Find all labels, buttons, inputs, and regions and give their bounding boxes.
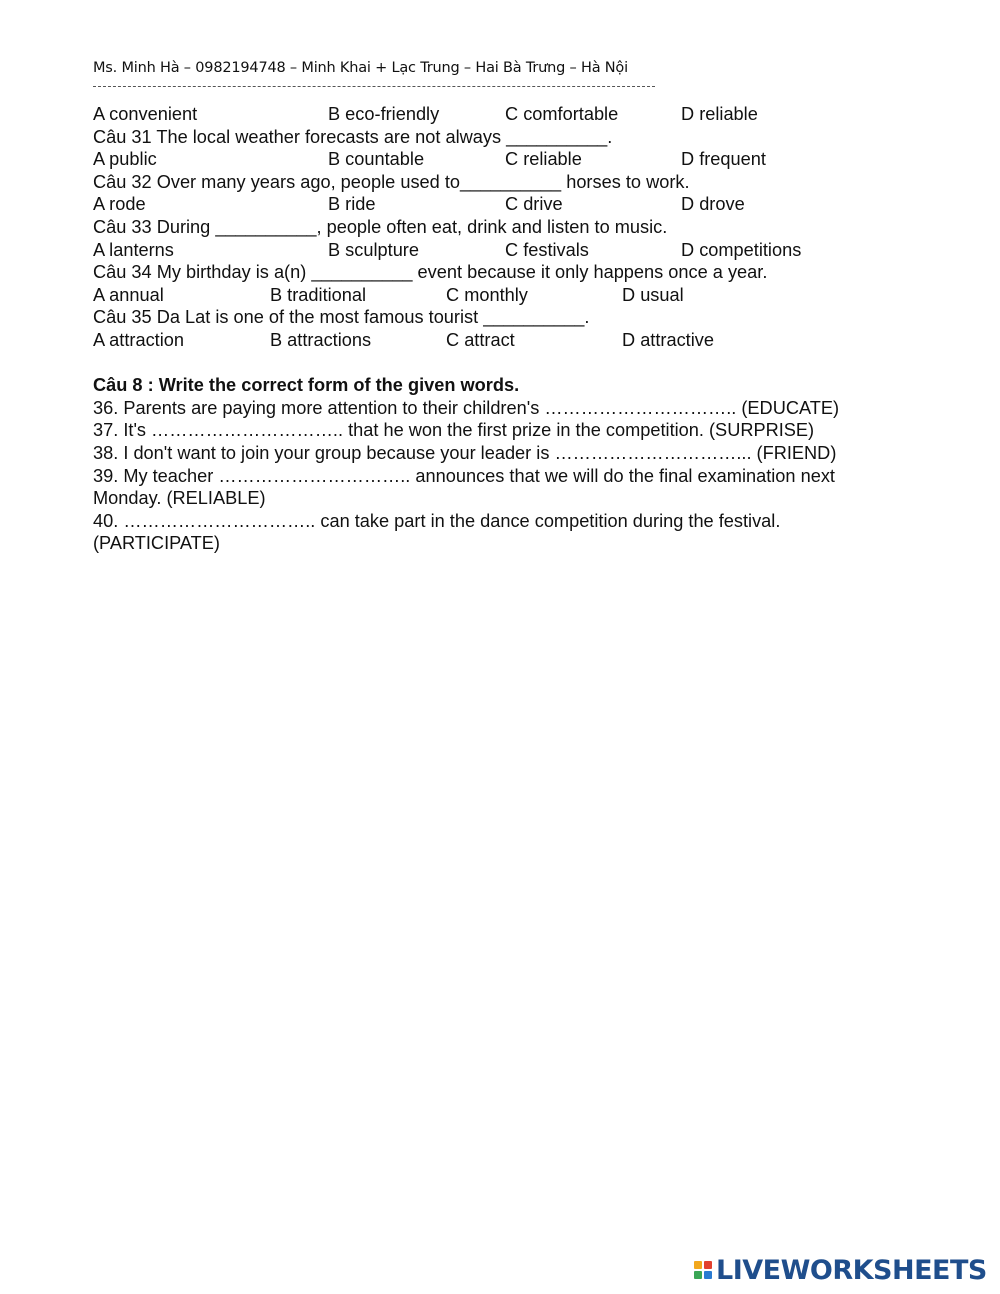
option-a: A convenient — [93, 104, 198, 124]
question-31: Câu 31 The local weather forecasts are not always __________. — [93, 126, 613, 147]
question-39-line-2: Monday. (RELIABLE) — [93, 488, 266, 509]
section-spacer — [93, 352, 933, 375]
logo-text: LIVEWORKSHEETS — [716, 1254, 987, 1286]
option-a: A lanterns — [93, 239, 174, 260]
q31-options — [93, 148, 933, 171]
option-b: B countable — [328, 149, 425, 170]
page-header: Ms. Minh Hà – 0982194748 – Minh Khai + Lạc Trung – Hai Bà Trưng – Hà Nội — [93, 60, 628, 76]
option-c: C drive — [505, 194, 563, 215]
question-36: 36. Parents are paying more attention to their children's ………………………….. (EDUCATE) — [93, 397, 840, 418]
logo-block — [704, 1271, 712, 1279]
q35-options — [93, 329, 933, 352]
option-d: D reliable — [681, 104, 758, 124]
option-b: B attractions — [270, 329, 372, 350]
question-35: Câu 35 Da Lat is one of the most famous tourist __________. — [93, 307, 590, 328]
option-c: C festivals — [505, 239, 589, 260]
logo-block — [704, 1261, 712, 1269]
worksheet-content — [93, 103, 933, 555]
question-39-line-1: 39. My teacher ………………………….. announces that we will do the final examination next — [93, 465, 835, 486]
option-d: D attractive — [622, 329, 714, 350]
section-8-title: Câu 8 : Write the correct form of the given words. — [93, 375, 520, 396]
option-a: A attraction — [93, 329, 184, 350]
q34-options — [93, 284, 933, 307]
header-divider — [93, 86, 655, 87]
option-c: C comfortable — [505, 104, 619, 124]
option-d: D frequent — [681, 149, 766, 170]
liveworksheets-logo — [694, 1255, 987, 1285]
question-37: 37. It's ………………………….. that he won the first prize in the competition. (SURPRISE) — [93, 420, 815, 441]
option-d: D drove — [681, 194, 745, 215]
option-b: B eco-friendly — [328, 104, 440, 124]
logo-block — [694, 1261, 702, 1269]
option-a: A public — [93, 149, 157, 170]
question-33: Câu 33 During __________, people often eat, drink and listen to music. — [93, 216, 668, 237]
option-b: B ride — [328, 194, 376, 215]
question-40-line-1: 40. ………………………….. can take part in the dance competition during the festival. — [93, 510, 781, 531]
option-c: C reliable — [505, 149, 582, 170]
option-b: B traditional — [270, 284, 367, 305]
logo-block — [694, 1271, 702, 1279]
question-38: 38. I don't want to join your group because your leader is …………………………... (FRIEND) — [93, 442, 837, 463]
option-c: C monthly — [446, 284, 528, 305]
q32-options — [93, 193, 933, 216]
option-a: A annual — [93, 284, 164, 305]
q30-options — [93, 103, 933, 126]
question-32: Câu 32 Over many years ago, people used to__________ horses to work. — [93, 171, 690, 192]
logo-blocks-icon — [694, 1261, 712, 1279]
option-d: D competitions — [681, 239, 802, 260]
option-d: D usual — [622, 284, 684, 305]
option-a: A rode — [93, 194, 146, 215]
option-c: C attract — [446, 329, 515, 350]
question-34: Câu 34 My birthday is a(n) __________ event because it only happens once a year. — [93, 262, 768, 283]
question-40-line-2: (PARTICIPATE) — [93, 533, 220, 554]
option-b: B sculpture — [328, 239, 419, 260]
q33-options — [93, 239, 933, 262]
